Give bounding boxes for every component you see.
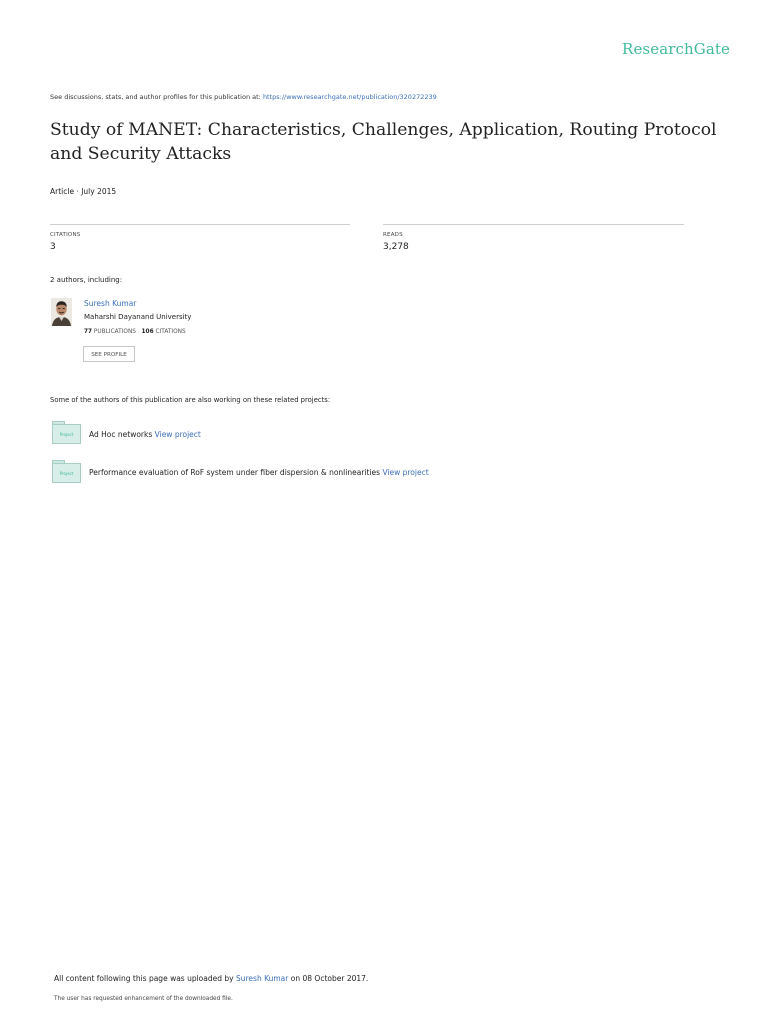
uploader-link[interactable]: Suresh Kumar (235, 974, 289, 983)
see-profile-button[interactable]: SEE PROFILE (83, 346, 135, 362)
author-citations-count: 106 (141, 329, 154, 335)
citations-value: 3 (50, 242, 56, 252)
authors-heading: 2 authors, including: (50, 276, 123, 284)
citations-divider (50, 224, 350, 225)
project-folder-icon[interactable] (51, 421, 82, 445)
folder-body: Project (52, 463, 81, 483)
author-photo-icon (51, 298, 72, 326)
reads-divider (383, 224, 684, 225)
folder-body: Project (52, 424, 81, 444)
publication-url-link[interactable]: https://www.researchgate.net/publication/320272239 (262, 93, 437, 101)
publication-title: Study of MANET: Characteristics, Challenges, Application, Routing Protocol and Security Attacks (50, 120, 717, 164)
related-project-item (89, 468, 429, 477)
upload-suffix: on 08 October 2017. (290, 974, 369, 983)
view-project-link[interactable]: View project (154, 430, 201, 439)
reads-label: READS (383, 232, 403, 238)
related-project-item (89, 430, 201, 439)
author-institution: Maharshi Dayanand University (84, 313, 192, 321)
discussion-line (50, 93, 437, 101)
author-publications-label: PUBLICATIONS (93, 329, 136, 335)
publication-type-date: Article · July 2015 (50, 187, 117, 196)
project-folder-icon[interactable] (51, 460, 82, 484)
author-stats (84, 329, 186, 335)
reads-value: 3,278 (383, 242, 409, 252)
discussion-prefix: See discussions, stats, and author profiles for this publication at: (50, 93, 261, 101)
researchgate-logo[interactable]: ResearchGate (622, 40, 730, 58)
upload-notice (54, 974, 368, 983)
citations-label: CITATIONS (50, 232, 81, 238)
author-name-link[interactable]: Suresh Kumar (84, 299, 137, 308)
upload-prefix: All content following this page was uploaded by (54, 974, 234, 983)
related-projects-heading: Some of the authors of this publication are also working on these related projects: (50, 396, 331, 404)
project-title: Performance evaluation of RoF system under fiber dispersion & nonlinearities (89, 468, 381, 477)
author-avatar[interactable] (51, 298, 72, 326)
author-publications-count: 77 (84, 329, 93, 335)
project-title: Ad Hoc networks (89, 430, 153, 439)
enhancement-note: The user has requested enhancement of the downloaded file. (54, 996, 233, 1002)
view-project-link[interactable]: View project (382, 468, 429, 477)
author-citations-label: CITATIONS (155, 329, 186, 335)
